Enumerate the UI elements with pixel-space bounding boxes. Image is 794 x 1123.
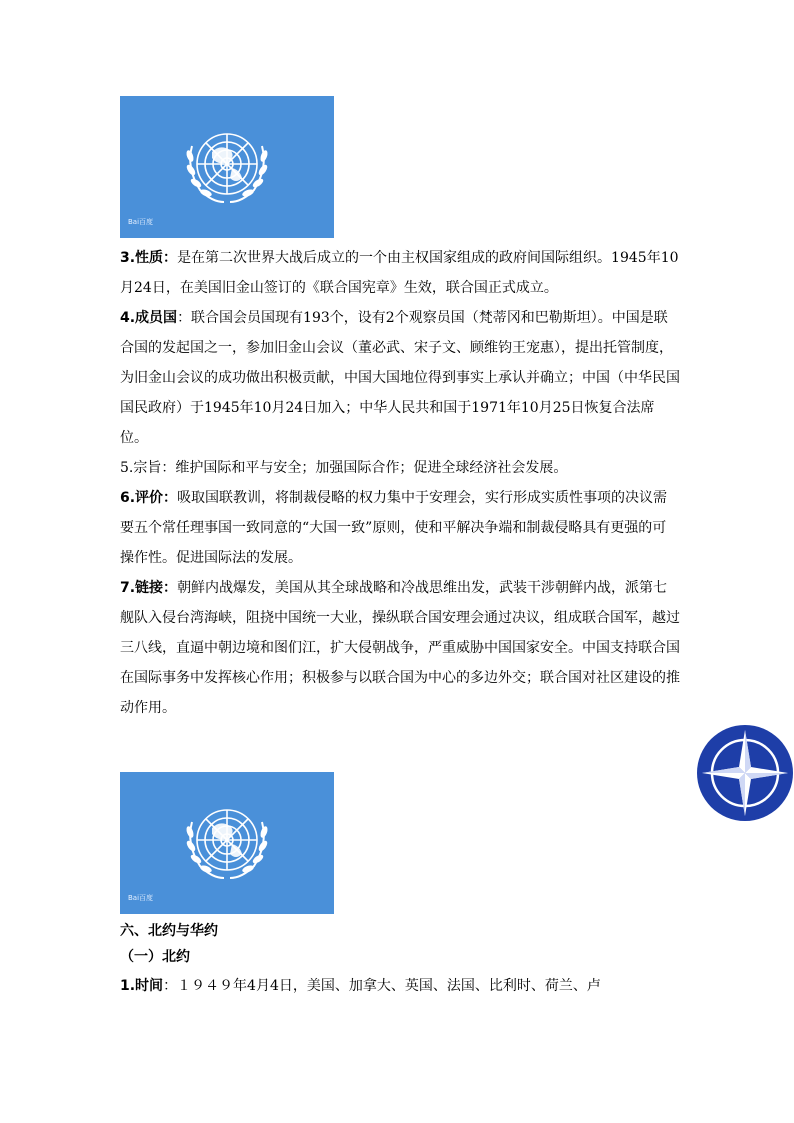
content-block <box>120 243 680 723</box>
watermark-text: Bai百度 <box>128 218 154 226</box>
nato-compass-star-icon <box>696 724 794 822</box>
paragraph-label: 1.时间 <box>120 978 164 994</box>
paragraph-text: ：１９４９年4月4日，美国、加拿大、英国、法国、比利时、荷兰、卢 <box>163 978 601 994</box>
section-block <box>120 918 680 1002</box>
paragraph-label: 6.评价： <box>120 490 178 506</box>
un-emblem-icon <box>120 772 334 914</box>
paragraph-text: 吸取国联教训，将制裁侵略的权力集中于安理会，实行形成实质性事项的决议需要五个常任理事国一致同意的“大国一致”原则，使和平解决争端和制裁侵略具有更强的可操作性。促进国际法的发展。 <box>120 490 668 566</box>
un-flag-image <box>120 772 334 914</box>
paragraph-label: 4.成员国 <box>120 310 178 326</box>
paragraph-label: 7.链接： <box>120 580 178 596</box>
paragraph-label: 3.性质： <box>120 250 178 266</box>
paragraph-time <box>120 970 680 1002</box>
watermark-text: Bai百度 <box>128 894 154 902</box>
section-heading: 六、北约与华约 <box>120 923 218 939</box>
paragraph-text: 维护国际和平与安全；加强国际合作；促进全球经济社会发展。 <box>175 460 568 476</box>
paragraph-text: 朝鲜内战爆发，美国从其全球战略和冷战思维出发，武装干涉朝鲜内战，派第七舰队入侵台湾海峡，阻挠中国统一大业，操纵联合国安理会通过决议，组成联合国军，越过三八线，直逼中朝边境和图们江，扩大侵朝战争，严重威胁中国国家安全。中国支持联合国在国际事务中发挥核心作用；积极参与以联合国为中心的多边外交；联合国对社区建设的推动作用。 <box>120 580 680 716</box>
paragraph-label: 5.宗旨： <box>120 460 176 476</box>
un-emblem-icon <box>120 96 334 238</box>
paragraph-link <box>120 573 680 723</box>
paragraph-nature <box>120 243 680 303</box>
paragraph-text: 是在第二次世界大战后成立的一个由主权国家组成的政府间国际组织。1945年10月24日，在美国旧金山签订的《联合国宪章》生效，联合国正式成立。 <box>120 250 679 296</box>
section-subheading: （一）北约 <box>120 949 190 965</box>
paragraph-purpose <box>120 453 680 483</box>
paragraph-evaluation <box>120 483 680 573</box>
paragraph-members <box>120 303 680 453</box>
paragraph-text: ：联合国会员国现有193个，设有2个观察员国（梵蒂冈和巴勒斯坦）。中国是联合国的发起国之一，参加旧金山会议（董必武、宋子文、顾维钧王宠惠），提出托管制度，为旧金山会议的成功做出积极贡献，中国大国地位得到事实上承认并确立；中国（中华民国国民政府）于1945年10月24日加入；中华人民共和国于1971年10月25日恢复合法席位。 <box>120 310 680 446</box>
nato-emblem-image <box>696 724 794 822</box>
un-flag-image <box>120 96 334 238</box>
